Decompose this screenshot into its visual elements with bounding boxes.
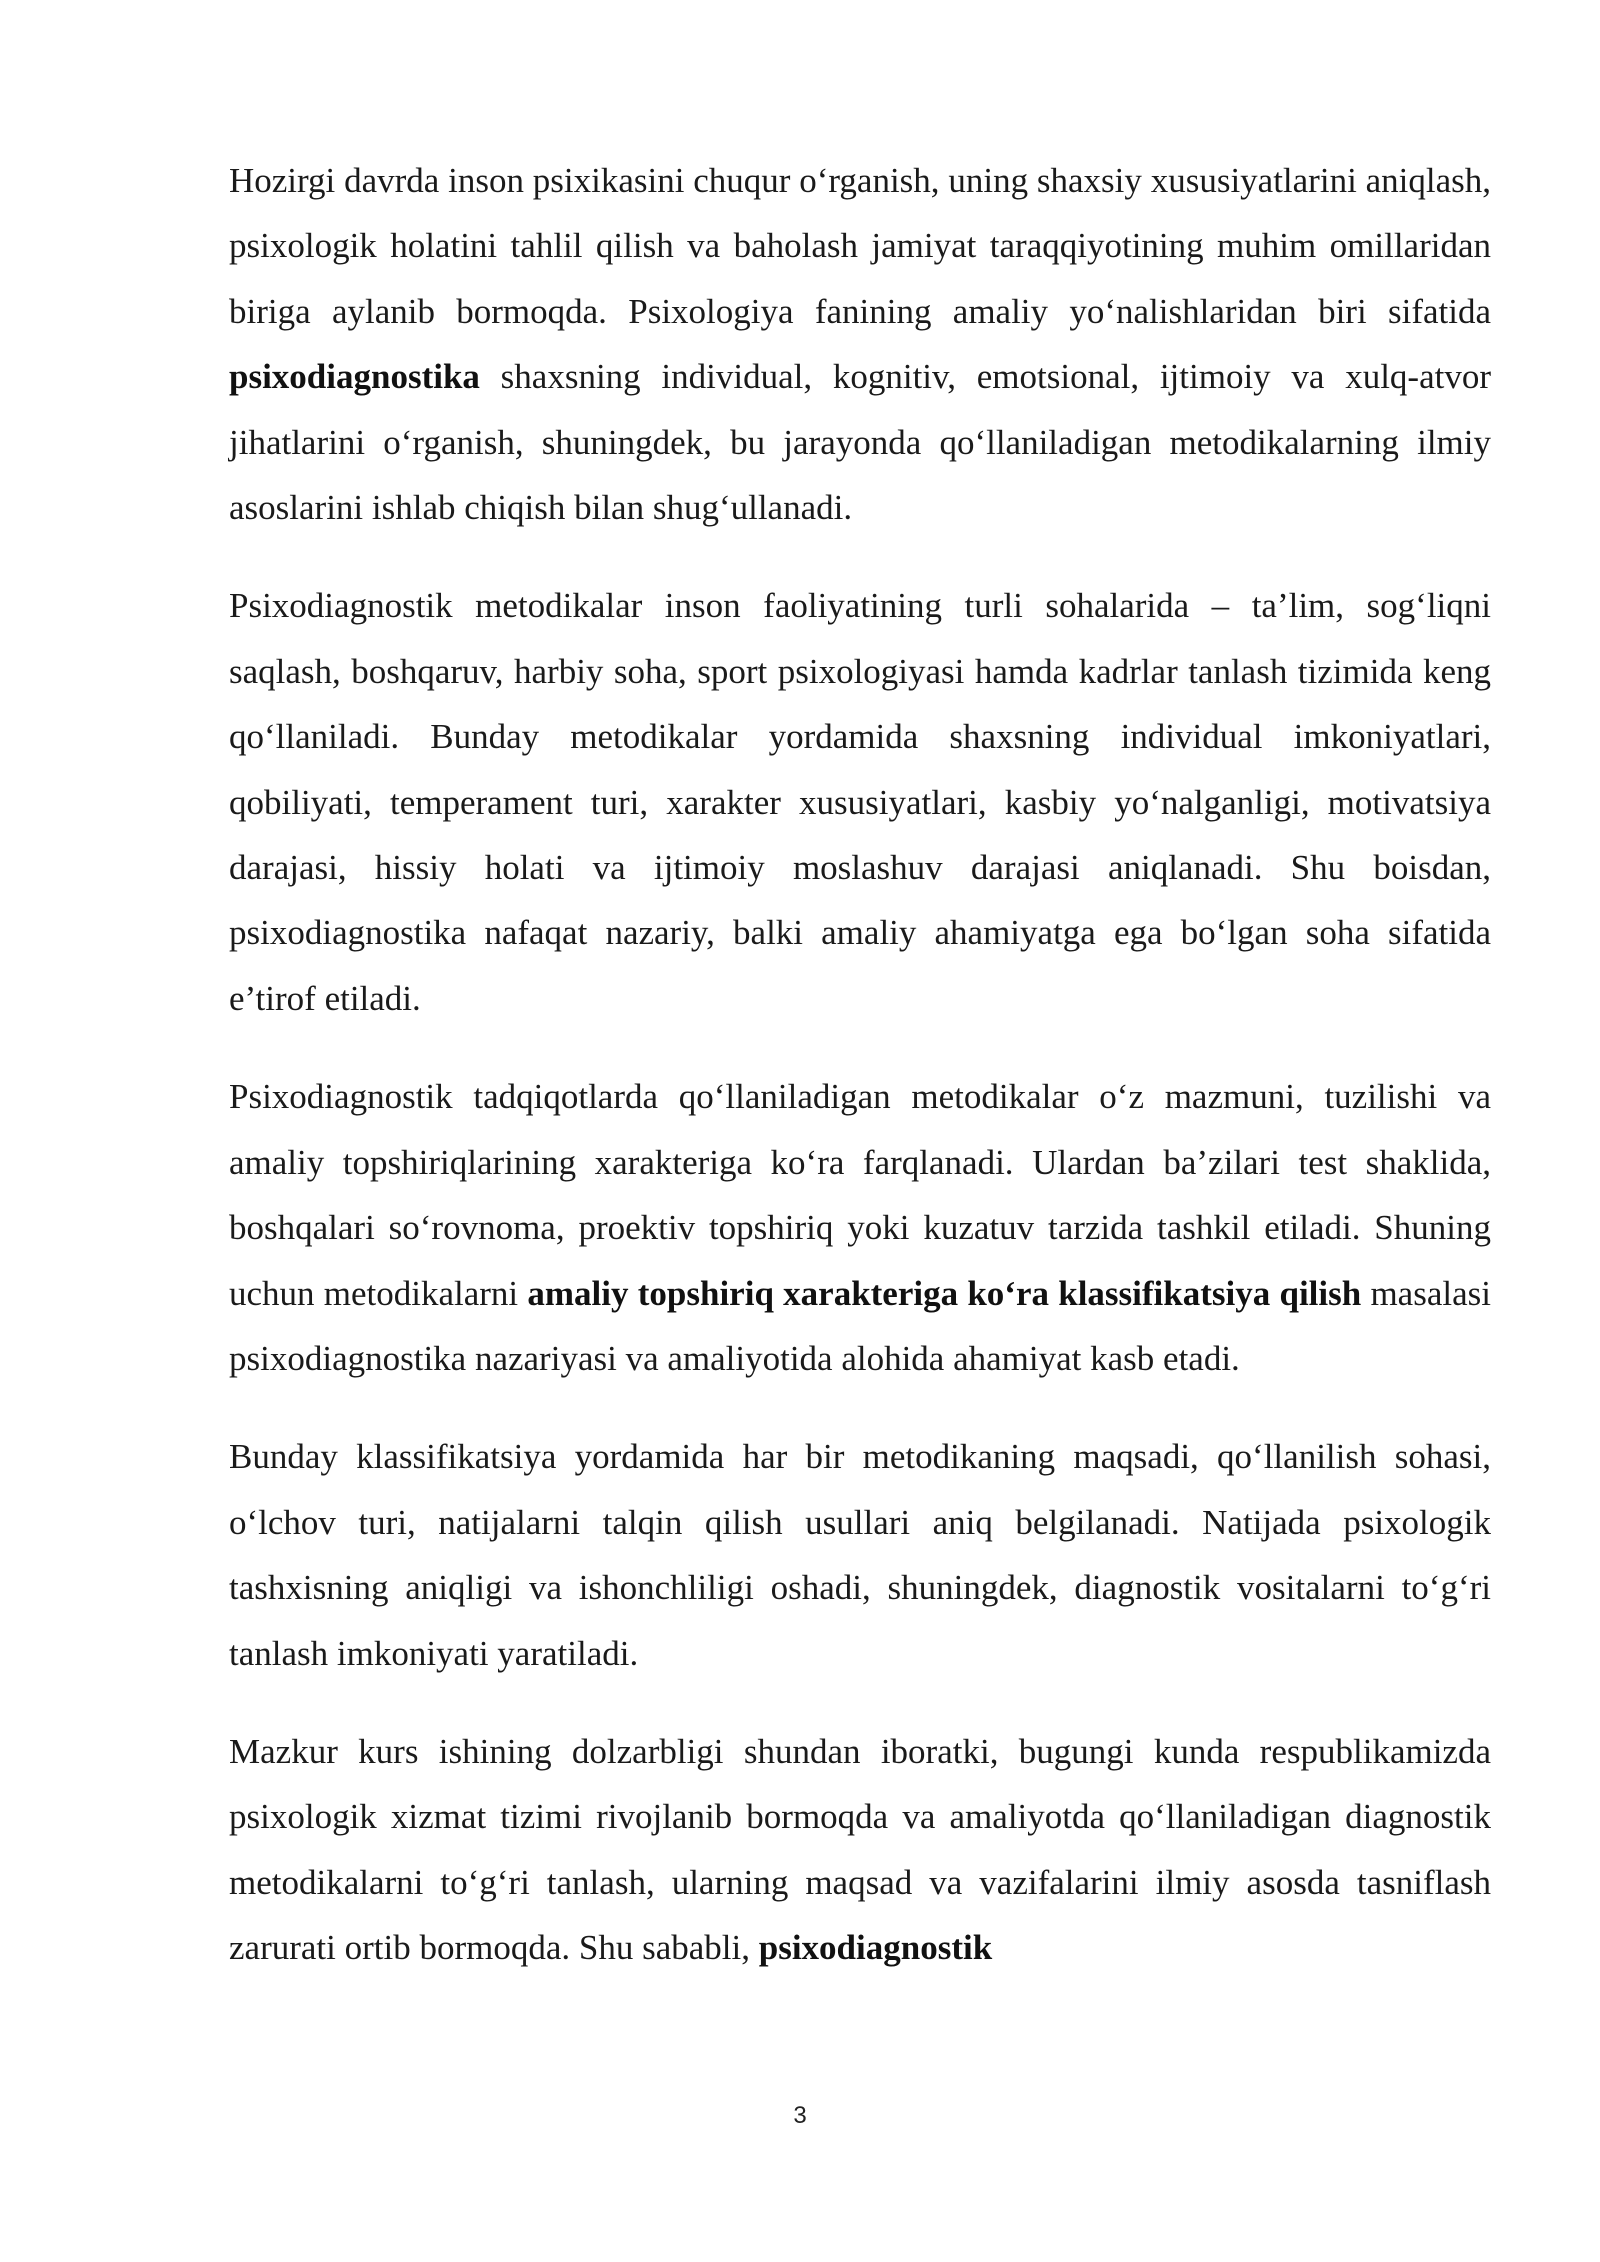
page-number: 3 [793, 2102, 807, 2129]
paragraph-5 [229, 1719, 1491, 1981]
paragraph-2 [229, 573, 1491, 1031]
paragraph-4-text: Bunday klassifikatsiya yordamida har bir metodikaning maqsadi, qo‘llanilish sohasi, o‘lchov turi, natijalarni talqin qilish usullari aniq belgilanadi. Natijada psixologik tashxisning aniqligi va ishonchliligi oshadi, shuningdek, diagnostik vositalarni to‘g‘ri tanlash imkoniyati yaratiladi. [229, 1437, 1491, 1673]
document-body [229, 148, 1491, 2014]
term-classification: amaliy topshiriq xarakteriga ko‘ra klassifikatsiya qilish [527, 1273, 1362, 1313]
paragraph-1-text-1: Hozirgi davrda inson psixikasini chuqur o‘rganish, uning shaxsiy xususiyatlarini aniqlash, psixologik holatini tahlil qilish va baholash jamiyat taraqqiyotining muhim omillaridan biriga aylanib bormoqda. Psixologiya fanining amaliy yo‘nalishlaridan biri sifatida [229, 161, 1491, 331]
paragraph-3 [229, 1064, 1491, 1391]
paragraph-3-text-2: masalasi psixodiagnostika nazariyasi va amaliyotida alohida ahamiyat kasb etadi. [229, 1273, 1491, 1378]
paragraph-1-text-2: shaxsning individual, kognitiv, emotsional, ijtimoiy va xulq-atvor jihatlarini o‘rganish, shuningdek, bu jarayonda qo‘llaniladigan metodikalarning ilmiy asoslarini ishlab chiqish bilan shug‘ullanadi. [229, 357, 1491, 528]
paragraph-1 [229, 148, 1491, 540]
term-psixodiagnostika: psixodiagnostika [229, 357, 480, 397]
paragraph-4 [229, 1424, 1491, 1686]
paragraph-3-text-1: Psixodiagnostik tadqiqotlarda qo‘llaniladigan metodikalar o‘z mazmuni, tuzilishi va amaliy topshiriqlarining xarakteriga ko‘ra farqlanadi. Ulardan ba’zilari test shaklida, boshqalari so‘rovnoma, proektiv topshiriq yoki kuzatuv tarzida tashkil etiladi. Shuning uchun metodikalarni [229, 1077, 1491, 1313]
paragraph-2-text: Psixodiagnostik metodikalar inson faoliyatining turli sohalarida – ta’lim, sog‘liqni saqlash, boshqaruv, harbiy soha, sport psixologiyasi hamda kadrlar tanlash tizimida keng qo‘llaniladi. Bunday metodikalar yordamida shaxsning individual imkoniyatlari, qobiliyati, temperament turi, xarakter xususiyatlari, kasbiy yo‘nalganligi, motivatsiya darajasi, hissiy holati va ijtimoiy moslashuv darajasi aniqlanadi. Shu boisdan, psixodiagnostika nafaqat nazariy, balki amaliy ahamiyatga ega bo‘lgan soha sifatida e’tirof etiladi. [229, 586, 1491, 1018]
paragraph-5-text-1: Mazkur kurs ishining dolzarbligi shundan iboratki, bugungi kunda respublikamizda psixologik xizmat tizimi rivojlanib bormoqda va amaliyotda qo‘llaniladigan diagnostik metodikalarni to‘g‘ri tanlash, ularning maqsad va vazifalarini ilmiy asosda tasniflash zarurati ortib bormoqda. Shu sababli, [229, 1731, 1491, 1968]
term-psixodiagnostik: psixodiagnostik [758, 1928, 993, 1968]
